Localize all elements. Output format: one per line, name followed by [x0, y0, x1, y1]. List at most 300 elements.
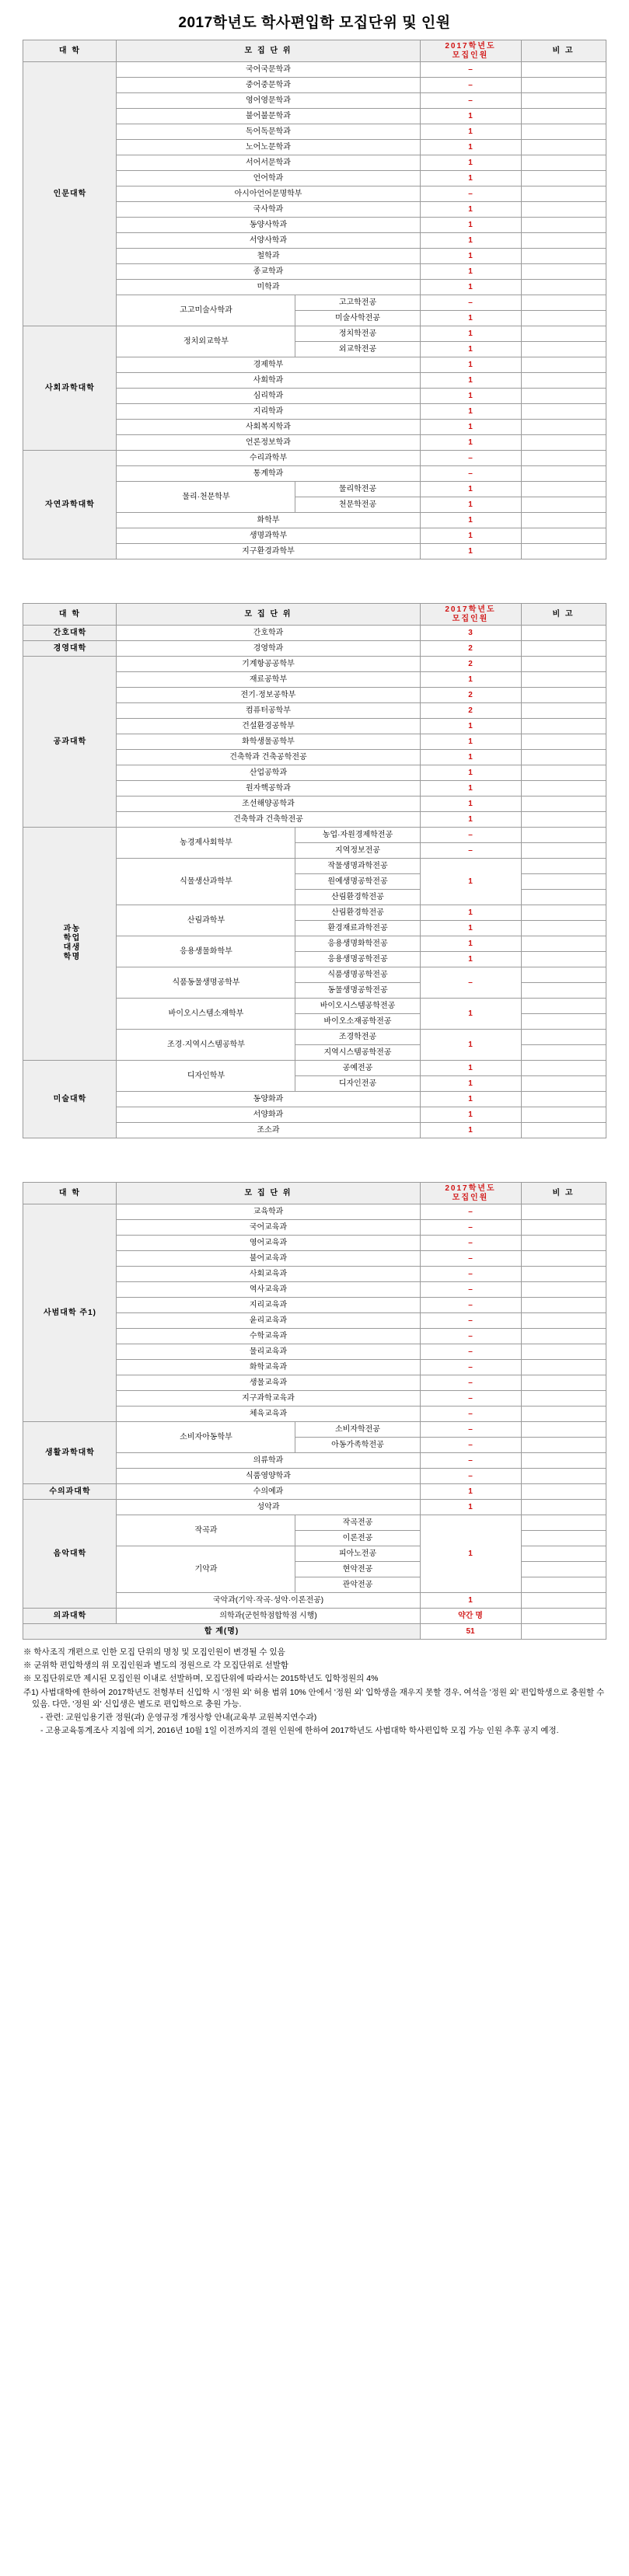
total-label: 합 계(명): [23, 1624, 420, 1640]
unit-cell: 영어영문학과: [117, 93, 420, 109]
remark-cell: [521, 451, 606, 466]
table-row: [23, 1484, 606, 1500]
remark-cell: [521, 295, 606, 311]
unit-cell: 고고미술사학과: [117, 295, 295, 326]
remark-cell: [521, 218, 606, 233]
quota-cell: 1: [420, 952, 521, 967]
quota-cell: 1: [420, 124, 521, 140]
unit-cell: 바이오시스템소재학부: [117, 999, 295, 1030]
unit-cell: 조선해양공학과: [117, 797, 420, 812]
unit-cell: 식품영양학과: [117, 1469, 420, 1484]
remark-cell: [521, 109, 606, 124]
admissions-table-2: [23, 603, 606, 1138]
remark-cell: [521, 1045, 606, 1061]
quota-cell: –: [420, 1204, 521, 1220]
quota-cell: –: [420, 1282, 521, 1298]
remark-cell: [521, 202, 606, 218]
unit-cell: 생명과학부: [117, 528, 420, 544]
remark-cell: [521, 1531, 606, 1546]
quota-cell: –: [420, 466, 521, 482]
remark-cell: [521, 1593, 606, 1609]
remark-cell: [521, 1577, 606, 1593]
header-unit: 모 집 단 위: [117, 604, 420, 626]
table1-wrapper: [0, 40, 629, 559]
major-cell: 농업·자원경제학전공: [295, 828, 420, 843]
unit-cell: 지구과학교육과: [117, 1391, 420, 1407]
major-cell: 천문학전공: [295, 497, 420, 513]
remark-cell: [521, 1204, 606, 1220]
remark-cell: [521, 1251, 606, 1267]
header-college: 대 학: [23, 40, 117, 62]
header-quota-line1: 2017학년도: [445, 42, 496, 51]
quota-cell: 1: [420, 482, 521, 497]
unit-cell: 건축학과 건축학전공: [117, 812, 420, 828]
quota-cell: 2: [420, 657, 521, 672]
quota-cell: –: [420, 1438, 521, 1453]
unit-cell: 식품동물생명공학부: [117, 967, 295, 999]
college-cell: 수의과대학: [23, 1484, 117, 1500]
remark-cell: [521, 812, 606, 828]
table1-body: [23, 62, 606, 559]
unit-cell: 교육학과: [117, 1204, 420, 1220]
unit-cell: 사회복지학과: [117, 420, 420, 435]
quota-cell: 1: [420, 781, 521, 797]
unit-cell: 간호학과: [117, 626, 420, 641]
remark-cell: [521, 843, 606, 859]
quota-cell: –: [420, 1220, 521, 1236]
remark-cell: [521, 482, 606, 497]
remark-cell: [521, 719, 606, 734]
quota-cell: 1: [420, 1030, 521, 1061]
remark-cell: [521, 357, 606, 373]
unit-cell: 동양사학과: [117, 218, 420, 233]
section-spacer-1b: [0, 581, 629, 603]
unit-cell: 농경제사회학부: [117, 828, 295, 859]
remark-cell: [521, 1344, 606, 1360]
college-cell: 사회과학대학: [23, 326, 117, 451]
remark-cell: [521, 1298, 606, 1313]
table-row: [23, 1204, 606, 1220]
total-row: [23, 1624, 606, 1640]
quota-cell: 1: [420, 280, 521, 295]
remark-cell: [521, 171, 606, 186]
table-row: [23, 626, 606, 641]
table-row: [23, 1422, 606, 1438]
unit-cell: 지리교육과: [117, 1298, 420, 1313]
unit-cell: 중어중문학과: [117, 78, 420, 93]
unit-cell: 재료공학부: [117, 672, 420, 688]
quota-cell: –: [420, 1329, 521, 1344]
college-label-vertical: 농업생명 과학대학: [61, 923, 79, 961]
unit-cell: 의류학과: [117, 1453, 420, 1469]
major-cell: 이론전공: [295, 1531, 420, 1546]
quota-cell: –: [420, 1422, 521, 1438]
unit-cell: 사회교육과: [117, 1267, 420, 1282]
table2-header: [23, 604, 606, 626]
unit-cell: 불어교육과: [117, 1251, 420, 1267]
college-cell: 공과대학: [23, 657, 117, 828]
major-cell: 관악전공: [295, 1577, 420, 1593]
footnote-4: 주1) 사범대학에 한하여 2017학년도 전형부터 신입학 시 '정원 외' 허용 범위 10% 안에서 '정원 외' 입학생을 재우지 못할 경우, 여석을 '정원 외' 편입학생으로 충원할 수 있음. 다만, '정원 외' 신입생은 별도로 편입학으로 충원 가능.: [23, 1687, 605, 1709]
remark-cell: [521, 544, 606, 559]
unit-cell: 국어국문학과: [117, 62, 420, 78]
table-row: [23, 451, 606, 466]
header-quota: [420, 1183, 521, 1204]
unit-cell: 조소과: [117, 1123, 420, 1138]
remark-cell: [521, 1107, 606, 1123]
major-cell: 응용생명공학전공: [295, 952, 420, 967]
remark-cell: [521, 1360, 606, 1375]
footnotes: [23, 1646, 606, 1738]
remark-cell: [521, 1061, 606, 1076]
remark-cell: [521, 1123, 606, 1138]
unit-cell: 건축학과 건축공학전공: [117, 750, 420, 765]
major-cell: 지역시스템공학전공: [295, 1045, 420, 1061]
remark-cell: [521, 280, 606, 295]
major-cell: 환경재료과학전공: [295, 921, 420, 936]
table1-header: [23, 40, 606, 62]
quota-cell: 1: [420, 1092, 521, 1107]
quota-cell: 2: [420, 641, 521, 657]
major-cell: 원예생명공학전공: [295, 874, 420, 890]
quota-cell: 1: [420, 1123, 521, 1138]
quota-cell: 1: [420, 921, 521, 936]
table-row: [23, 828, 606, 843]
unit-cell: 디자인학부: [117, 1061, 295, 1092]
college-cell: 사범대학 주1): [23, 1204, 117, 1422]
major-cell: 산림환경학전공: [295, 890, 420, 905]
remark-cell: [521, 140, 606, 155]
major-cell: 외교학전공: [295, 342, 420, 357]
major-cell: 현악전공: [295, 1562, 420, 1577]
unit-cell: 수학교육과: [117, 1329, 420, 1344]
unit-cell: 윤리교육과: [117, 1313, 420, 1329]
remark-cell: [521, 342, 606, 357]
unit-cell: 국악과(기악·작곡·성악·이론전공): [117, 1593, 420, 1609]
college-cell: 생활과학대학: [23, 1422, 117, 1484]
table-row: [23, 1061, 606, 1076]
header-unit: 모 집 단 위: [117, 40, 420, 62]
quota-cell: 1: [420, 140, 521, 155]
unit-cell: 심리학과: [117, 389, 420, 404]
major-cell: 조경학전공: [295, 1030, 420, 1045]
major-cell: 디자인전공: [295, 1076, 420, 1092]
remark-cell: [521, 999, 606, 1014]
quota-cell: –: [420, 1375, 521, 1391]
remark-cell: [521, 1282, 606, 1298]
remark-cell: [521, 513, 606, 528]
quota-cell: 1: [420, 812, 521, 828]
quota-cell: 1: [420, 672, 521, 688]
header-quota: [420, 604, 521, 626]
unit-cell: 지리학과: [117, 404, 420, 420]
quota-cell: 1: [420, 905, 521, 921]
unit-cell: 종교학과: [117, 264, 420, 280]
remark-cell: [521, 1484, 606, 1500]
header-quota-line2: 모집인원: [452, 51, 489, 60]
college-cell: [23, 828, 117, 1061]
remark-cell: [521, 528, 606, 544]
college-cell: 음악대학: [23, 1500, 117, 1609]
footnote-6: - 고용교육통계조사 지침에 의거, 2016년 10월 1일 이전까지의 결원 인원에 한하여 2017학년도 사범대학 학사편입학 모집 가능 인원 추후 공지 예정.: [40, 1726, 559, 1736]
major-cell: 작물생명과학전공: [295, 859, 420, 874]
remark-cell: [521, 641, 606, 657]
remark-cell: [521, 828, 606, 843]
quota-cell: 1: [420, 719, 521, 734]
header-quota-line1: 2017학년도: [445, 605, 496, 614]
table-row: [23, 641, 606, 657]
unit-cell: 국사학과: [117, 202, 420, 218]
quota-cell: 2: [420, 703, 521, 719]
quota-cell: –: [420, 78, 521, 93]
major-cell: 바이오소재공학전공: [295, 1014, 420, 1030]
quota-cell: –: [420, 1453, 521, 1469]
unit-cell: 기계항공공학부: [117, 657, 420, 672]
quota-cell: –: [420, 93, 521, 109]
quota-cell: –: [420, 843, 521, 859]
major-cell: 피아노전공: [295, 1546, 420, 1562]
unit-cell: 경영학과: [117, 641, 420, 657]
remark-cell: [521, 435, 606, 451]
quota-cell: 1: [420, 311, 521, 326]
remark-cell: [521, 1030, 606, 1045]
major-cell: 응용생명화학전공: [295, 936, 420, 952]
quota-cell: –: [420, 1298, 521, 1313]
quota-cell: 1: [420, 233, 521, 249]
remark-cell: [521, 1609, 606, 1624]
college-cell: 간호대학: [23, 626, 117, 641]
quota-cell: 1: [420, 264, 521, 280]
college-cell: 미술대학: [23, 1061, 117, 1138]
college-cell: 인문대학: [23, 62, 117, 326]
quota-cell: 1: [420, 734, 521, 750]
major-cell: 정치학전공: [295, 326, 420, 342]
remark-cell: [521, 1375, 606, 1391]
remark-cell: [521, 1329, 606, 1344]
remark-cell: [521, 967, 606, 983]
major-cell: 지역정보전공: [295, 843, 420, 859]
unit-cell: 국어교육과: [117, 1220, 420, 1236]
quota-cell: 1: [420, 326, 521, 342]
remark-cell: [521, 373, 606, 389]
quota-cell: –: [420, 1313, 521, 1329]
remark-cell: [521, 1092, 606, 1107]
quota-cell: 1: [420, 389, 521, 404]
unit-cell: 작곡과: [117, 1515, 295, 1546]
unit-cell: 언론정보학과: [117, 435, 420, 451]
unit-cell: 체육교육과: [117, 1407, 420, 1422]
remark-cell: [521, 78, 606, 93]
quota-cell: 1: [420, 1593, 521, 1609]
unit-cell: 소비자아동학부: [117, 1422, 295, 1453]
quota-cell: 1: [420, 249, 521, 264]
major-cell: 물리학전공: [295, 482, 420, 497]
header-unit: 모 집 단 위: [117, 1183, 420, 1204]
quota-cell: 1: [420, 202, 521, 218]
footnote-1: ※ 학사조직 개편으로 인한 모집 단위의 명칭 및 모집인원이 변경될 수 있음: [23, 1647, 285, 1657]
quota-cell: 1: [420, 342, 521, 357]
quota-cell: 1: [420, 404, 521, 420]
college-cell: 경영대학: [23, 641, 117, 657]
remark-cell: [521, 1500, 606, 1515]
unit-cell: 원자핵공학과: [117, 781, 420, 797]
remark-cell: [521, 874, 606, 890]
table3-header: [23, 1183, 606, 1204]
unit-cell: 응용생물화학부: [117, 936, 295, 967]
remark-cell: [521, 264, 606, 280]
quota-cell: 약간 명: [420, 1609, 521, 1624]
remark-cell: [521, 734, 606, 750]
unit-cell: 물리교육과: [117, 1344, 420, 1360]
unit-cell: 수리과학부: [117, 451, 420, 466]
quota-cell: –: [420, 967, 521, 999]
college-cell: 의과대학: [23, 1609, 117, 1624]
remark-cell: [521, 404, 606, 420]
remark-cell: [521, 1546, 606, 1562]
unit-cell: 아시아언어문명학부: [117, 186, 420, 202]
remark-cell: [521, 626, 606, 641]
quota-cell: –: [420, 295, 521, 311]
remark-cell: [521, 1407, 606, 1422]
table-row: [23, 62, 606, 78]
quota-cell: 1: [420, 420, 521, 435]
remark-cell: [521, 233, 606, 249]
unit-cell: 서어서문학과: [117, 155, 420, 171]
quota-cell: 1: [420, 218, 521, 233]
unit-cell: 화학생물공학부: [117, 734, 420, 750]
remark-cell: [521, 952, 606, 967]
quota-cell: –: [420, 1251, 521, 1267]
quota-cell: 1: [420, 765, 521, 781]
quota-cell: –: [420, 1407, 521, 1422]
quota-cell: –: [420, 1236, 521, 1251]
quota-cell: –: [420, 1267, 521, 1282]
remark-cell: [521, 781, 606, 797]
unit-cell: 수의예과: [117, 1484, 420, 1500]
quota-cell: 1: [420, 1484, 521, 1500]
quota-cell: –: [420, 828, 521, 843]
header-remark: 비 고: [521, 40, 606, 62]
remark-cell: [521, 983, 606, 999]
unit-cell: 동양화과: [117, 1092, 420, 1107]
unit-cell: 철학과: [117, 249, 420, 264]
remark-cell: [521, 688, 606, 703]
footnote-3: ※ 모집단위로만 제시된 모집인원 이내로 선발하며, 모집단위에 따라서는 2015학년도 입학정원의 4%: [23, 1674, 379, 1684]
remark-cell: [521, 93, 606, 109]
major-cell: 식품생명공학전공: [295, 967, 420, 983]
quota-cell: 1: [420, 999, 521, 1030]
quota-cell: 1: [420, 859, 521, 905]
unit-cell: 언어학과: [117, 171, 420, 186]
remark-cell: [521, 1624, 606, 1640]
header-college: 대 학: [23, 604, 117, 626]
quota-cell: 1: [420, 936, 521, 952]
quota-cell: –: [420, 1344, 521, 1360]
remark-cell: [521, 1313, 606, 1329]
major-cell: 바이오시스템공학전공: [295, 999, 420, 1014]
remark-cell: [521, 750, 606, 765]
section-spacer-2: [0, 1138, 629, 1160]
quota-cell: 1: [420, 528, 521, 544]
remark-cell: [521, 389, 606, 404]
table-row: [23, 326, 606, 342]
major-cell: 미술사학전공: [295, 311, 420, 326]
unit-cell: 산업공학과: [117, 765, 420, 781]
major-cell: 동물생명공학전공: [295, 983, 420, 999]
quota-cell: 1: [420, 1107, 521, 1123]
table2-wrapper: [0, 603, 629, 1138]
remark-cell: [521, 466, 606, 482]
unit-cell: 역사교육과: [117, 1282, 420, 1298]
unit-cell: 산림과학부: [117, 905, 295, 936]
remark-cell: [521, 62, 606, 78]
quota-cell: 1: [420, 513, 521, 528]
quota-cell: 1: [420, 1061, 521, 1076]
remark-cell: [521, 311, 606, 326]
remark-cell: [521, 497, 606, 513]
quota-cell: 1: [420, 357, 521, 373]
unit-cell: 정치외교학부: [117, 326, 295, 357]
remark-cell: [521, 672, 606, 688]
total-value: 51: [420, 1624, 521, 1640]
unit-cell: 경제학부: [117, 357, 420, 373]
remark-cell: [521, 1562, 606, 1577]
remark-cell: [521, 1469, 606, 1484]
remark-cell: [521, 905, 606, 921]
table-row: [23, 1609, 606, 1624]
remark-cell: [521, 1267, 606, 1282]
table3-body: [23, 1204, 606, 1640]
header-quota-line2: 모집인원: [452, 1193, 489, 1202]
remark-cell: [521, 1220, 606, 1236]
unit-cell: 의학과(군헌학점합학점 시행): [117, 1609, 420, 1624]
unit-cell: 사회학과: [117, 373, 420, 389]
quota-cell: 1: [420, 544, 521, 559]
unit-cell: 서양사학과: [117, 233, 420, 249]
major-cell: 작곡전공: [295, 1515, 420, 1531]
unit-cell: 지구환경과학부: [117, 544, 420, 559]
unit-cell: 미학과: [117, 280, 420, 295]
unit-cell: 영어교육과: [117, 1236, 420, 1251]
header-college: 대 학: [23, 1183, 117, 1204]
remark-cell: [521, 921, 606, 936]
footnote-5: - 관련: 교원임용기관 정원(과) 운영규정 개정사항 안내(교육부 교원복지연수과): [40, 1713, 317, 1723]
header-quota-line2: 모집인원: [452, 614, 489, 623]
unit-cell: 화학부: [117, 513, 420, 528]
remark-cell: [521, 326, 606, 342]
quota-cell: 1: [420, 797, 521, 812]
header-quota-line1: 2017학년도: [445, 1184, 496, 1193]
section-spacer-2b: [0, 1160, 629, 1182]
remark-cell: [521, 420, 606, 435]
remark-cell: [521, 1076, 606, 1092]
table-row: [23, 657, 606, 672]
unit-cell: 컴퓨터공학부: [117, 703, 420, 719]
admissions-table-1: [23, 40, 606, 559]
table2-body: [23, 626, 606, 1138]
remark-cell: [521, 1391, 606, 1407]
major-cell: 공예전공: [295, 1061, 420, 1076]
table-row: [23, 1500, 606, 1515]
unit-cell: 불어불문학과: [117, 109, 420, 124]
quota-cell: 3: [420, 626, 521, 641]
college-cell: 자연과학대학: [23, 451, 117, 559]
section-spacer-1: [0, 559, 629, 581]
unit-cell: 식물생산과학부: [117, 859, 295, 905]
remark-cell: [521, 703, 606, 719]
unit-cell: 물리·천문학부: [117, 482, 295, 513]
remark-cell: [521, 890, 606, 905]
